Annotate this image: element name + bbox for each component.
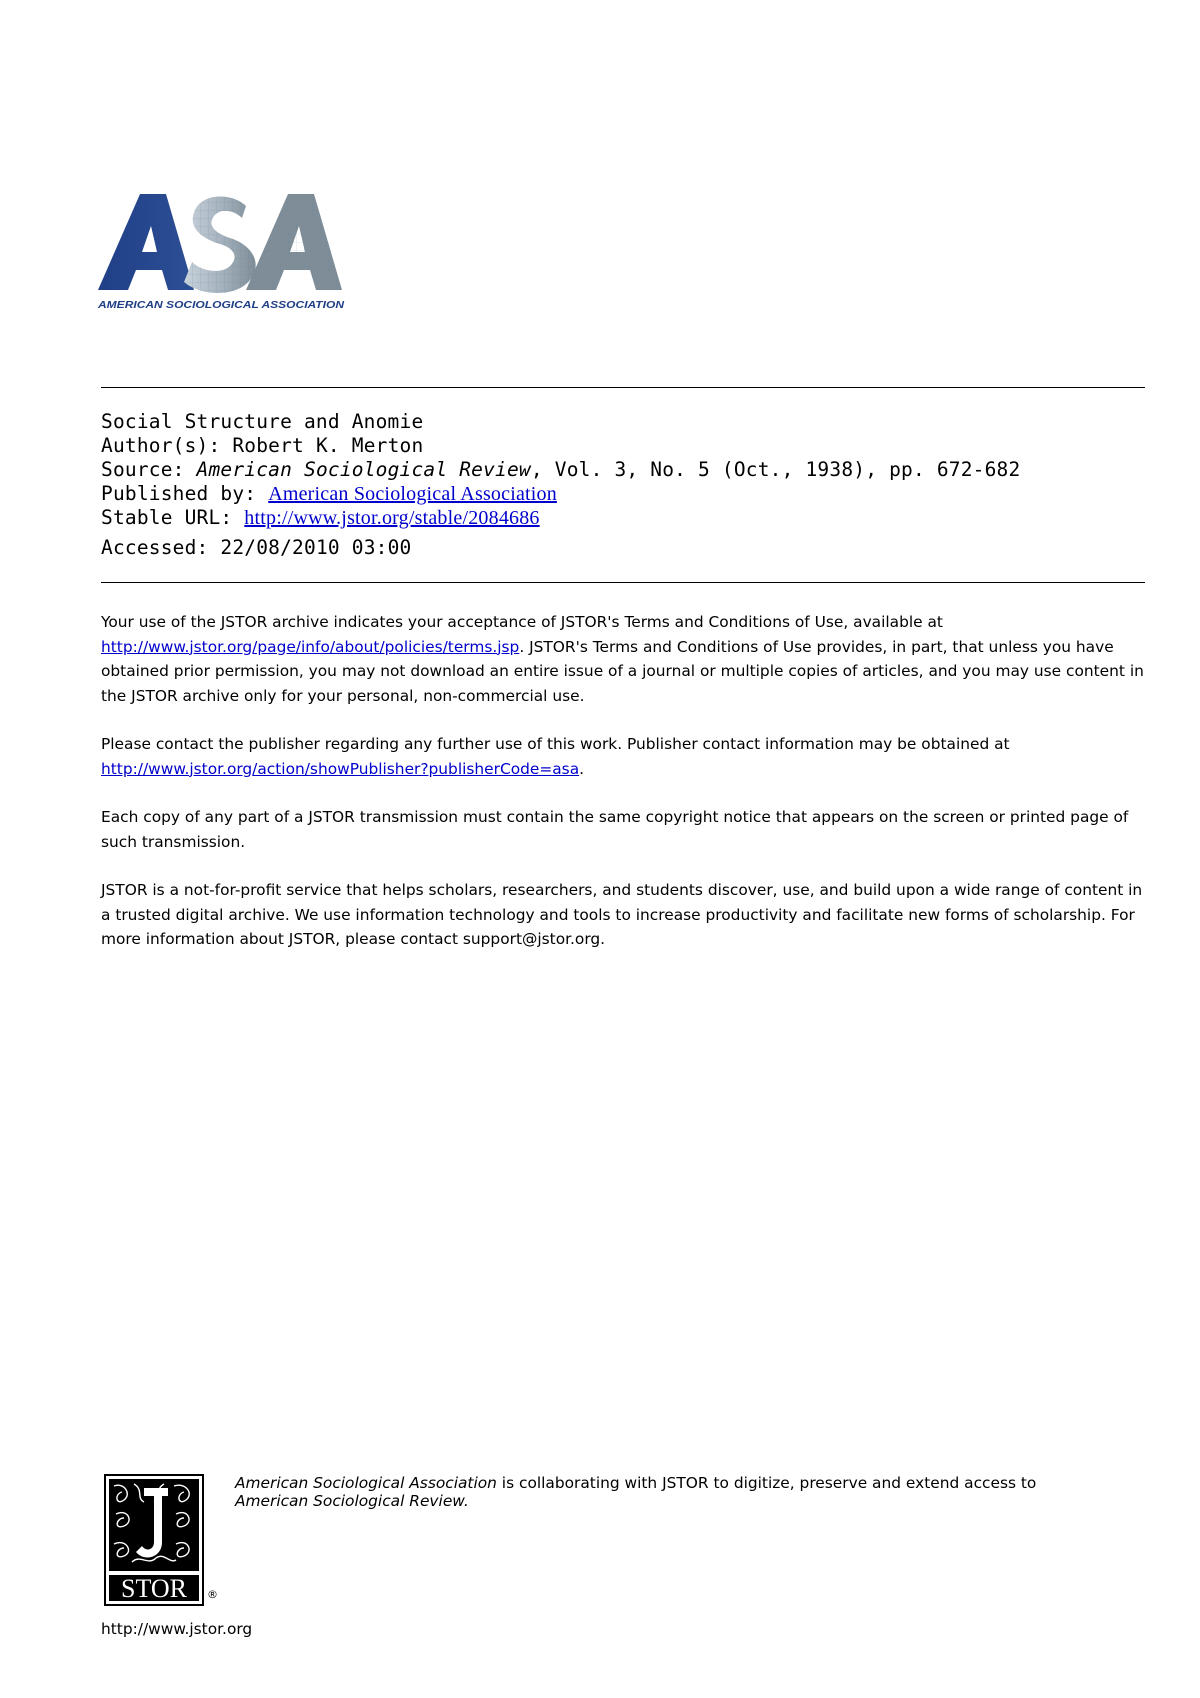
article-metadata: [101, 410, 1141, 560]
terms-link[interactable]: http://www.jstor.org/page/info/about/policies/terms.jsp: [101, 637, 520, 656]
publisher-contact-link[interactable]: http://www.jstor.org/action/showPublisher?publisherCode=asa: [101, 759, 580, 778]
author-name: Robert K. Merton: [232, 434, 424, 457]
terms-notice: [101, 610, 1151, 976]
accessed-row: [101, 536, 1141, 560]
terms-p2-text: Please contact the publisher regarding any further use of this work. Publisher contact information may be obtained at: [101, 735, 1010, 753]
jstor-logo: [104, 1474, 204, 1606]
jstor-home-url[interactable]: http://www.jstor.org: [101, 1620, 253, 1638]
terms-p2-rest: .: [579, 759, 585, 778]
journal-name: American Sociological Review: [196, 458, 531, 481]
stable-url-row: [101, 506, 1141, 530]
asa-logo-wordmark: AMERICAN SOCIOLOGICAL ASSOCIATION: [96, 299, 345, 311]
terms-paragraph-1: [101, 610, 1151, 708]
collaboration-notice: [235, 1474, 1135, 1510]
collab-text: is collaborating with JSTOR to digitize, preserve and extend access to: [496, 1474, 1037, 1492]
published-by-label: Published by:: [101, 482, 257, 505]
accessed-label: Accessed:: [101, 536, 209, 559]
terms-p1-rest: . JSTOR's Terms and Conditions of Use provides, in part, that unless you have obtained prior permission, you may not download an entire issue of a journal or multiple copies of articles, and you may use content in the JSTOR archive only for your personal, non-commercial use.: [101, 637, 1144, 705]
divider-bottom: [101, 582, 1145, 583]
terms-paragraph-4: JSTOR is a not-for-profit service that helps scholars, researchers, and students discover, use, and build upon a wide range of content in a trusted digital archive. We use information technology and tools to increase productivity and facilitate new forms of scholarship. For more information about JSTOR, please contact support@jstor.org.: [101, 881, 1143, 948]
stable-url-link[interactable]: http://www.jstor.org/stable/2084686: [244, 507, 540, 529]
collab-org: American Sociological Association: [235, 1474, 497, 1492]
source-row: [101, 458, 1141, 482]
source-label: Source:: [101, 458, 185, 481]
asa-logo: [96, 186, 356, 312]
publisher-row: [101, 482, 1141, 506]
terms-paragraph-2: [101, 732, 1151, 781]
collab-journal: American Sociological Review.: [235, 1492, 469, 1510]
registered-mark: ®: [207, 1588, 218, 1601]
accessed-date: 22/08/2010 03:00: [220, 536, 412, 559]
stable-url-label: Stable URL:: [101, 506, 233, 529]
jstor-logo-wordmark: STOR: [121, 1574, 187, 1603]
source-details: , Vol. 3, No. 5 (Oct., 1938), pp. 672-682: [530, 458, 1021, 481]
publisher-link[interactable]: American Sociological Association: [268, 483, 557, 505]
author-label: Author(s):: [101, 434, 221, 457]
terms-paragraph-3: Each copy of any part of a JSTOR transmission must contain the same copyright notice that appears on the screen or printed page of such transmission.: [101, 808, 1129, 851]
article-title: Social Structure and Anomie: [101, 410, 424, 433]
author-row: [101, 434, 1141, 458]
divider-top: [101, 387, 1145, 388]
terms-p1-text: Your use of the JSTOR archive indicates your acceptance of JSTOR's Terms and Conditions of Use, available at: [101, 613, 943, 631]
